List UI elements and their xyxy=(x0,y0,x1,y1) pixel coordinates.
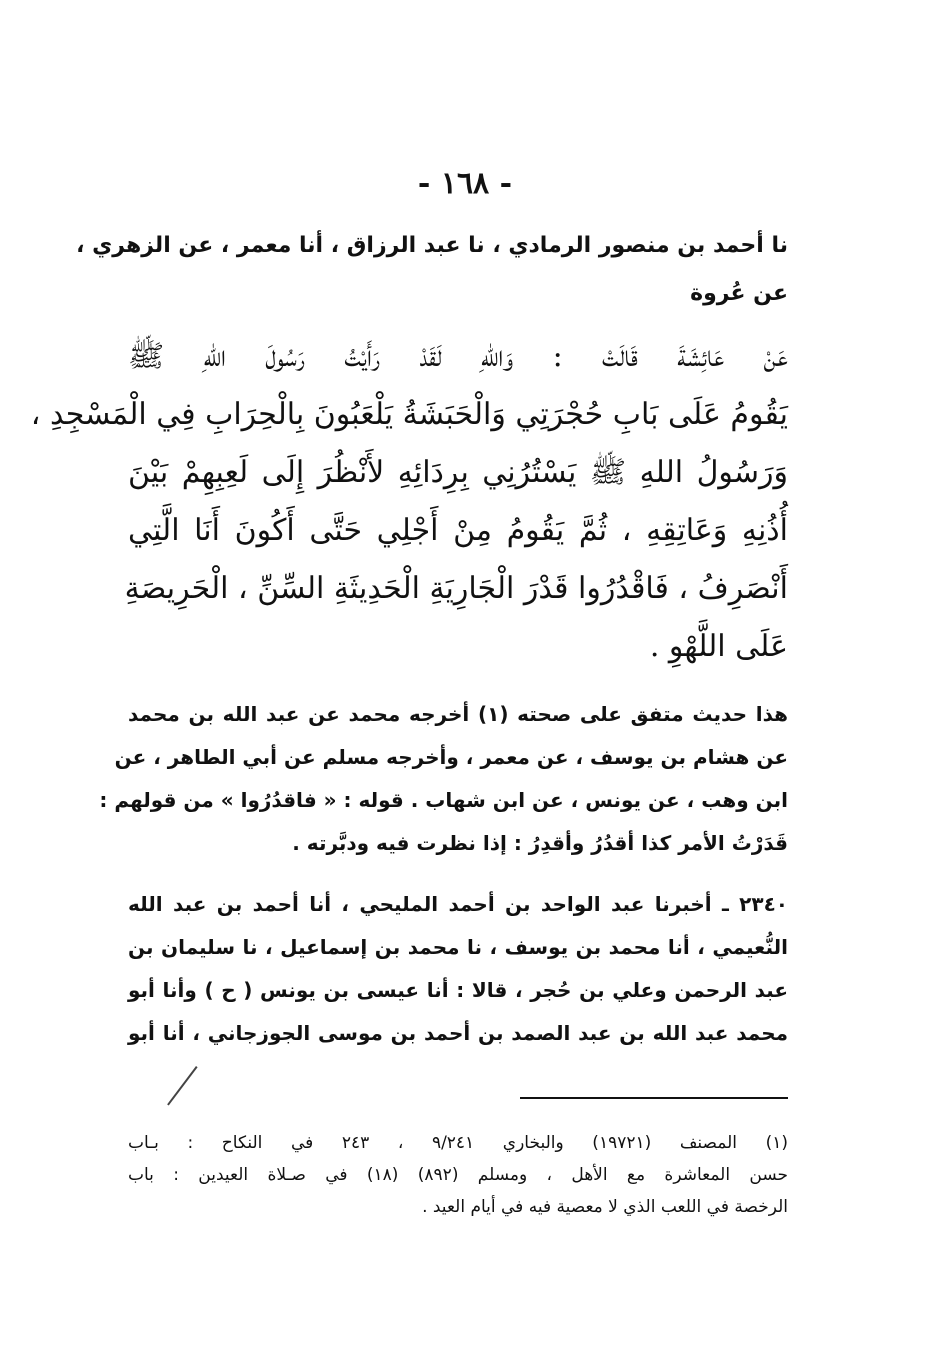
hadith-line: عَلَى اللَّهْوِ . xyxy=(649,629,788,664)
isnad-line: نا أحمد بن منصور الرمادي ، نا عبد الرزاق ، أنا معمر ، عن الزهري ، xyxy=(76,233,788,258)
chain-line: النُّعيمي ، أنا محمد بن يوسف ، نا محمد بن إسماعيل ، نا سليمان بن xyxy=(128,935,788,959)
commentary xyxy=(99,693,788,865)
footnote-separator xyxy=(520,1097,788,1099)
page-number: - ١٦٨ - xyxy=(417,166,513,201)
footnote-line: الرخصة في اللعب الذي لا معصية فيه في أيام العيد . xyxy=(422,1197,788,1217)
hadith-line: أُذُنِهِ وَعَاتِقِهِ ، ثُمَّ يَقُومُ مِنْ أَجْلِي حَتَّى أَكُونَ أَنَا الَّتِي xyxy=(128,513,788,548)
isnad-chain xyxy=(76,222,788,318)
hadith-text xyxy=(30,328,788,676)
hadith-line: أَنْصَرِفُ ، فَاقْدُرُوا قَدْرَ الْجَارِيَةِ الْحَدِيثَةِ السِّنِّ ، الْحَرِيصَةِ xyxy=(124,571,788,606)
next-hadith-chain xyxy=(128,883,788,1055)
chain-line: عبد الرحمن وعلي بن حُجر ، قالا : أنا عيسى بن يونس ( ح ) وأنا أبو xyxy=(128,978,788,1002)
commentary-line: ابن وهب ، عن يونس ، عن ابن شهاب . قوله : « فاقدُرُوا » من قولهم : xyxy=(99,788,788,812)
footnote-line: حسن المعاشرة مع الأهل ، ومسلم (٨٩٢) (١٨) في صـلاة العيدين : باب xyxy=(128,1165,789,1185)
hadith-line: يَقُومُ عَلَى بَابِ حُجْرَتِي وَالْحَبَشَةُ يَلْعَبُونَ بِالْحِرَابِ فِي الْمَسْجِدِ ، xyxy=(30,397,788,432)
commentary-line: عن هشام بن يوسف ، عن معمر ، وأخرجه مسلم عن أبي الطاهر ، عن xyxy=(114,745,788,769)
commentary-line: قَدَرْتُ الأمر كذا أقدُرُ وأقدِرُ : إذا نظرت فيه ودبَّرته . xyxy=(292,831,788,855)
commentary-line: هذا حديث متفق على صحته (١) أخرجه محمد عن عبد الله بن محمد xyxy=(128,702,788,726)
footnote xyxy=(128,1127,788,1223)
hadith-line: عَنْ عَائِشَةَ قَالَتْ : وَاللهِ لَقَدْ رَأَيْتُ رَسُولَ اللهِ ﷺ xyxy=(128,339,788,374)
chain-line: محمد عبد الله بن عبد الصمد بن أحمد بن موسى الجوزجاني ، أنا أبو xyxy=(128,1021,788,1045)
stray-pen-mark xyxy=(167,1066,197,1106)
footnote-line: (١) المصنف (١٩٧٢١) والبخاري ٩/٢٤١ ، ٢٤٣ في النكاح : بـاب xyxy=(128,1133,789,1153)
hadith-line: وَرَسُولُ اللهِ ﷺ يَسْتُرُنِي بِرِدَائِهِ لأَنْظُرَ إِلَى لَعِبِهِمْ بَيْنَ xyxy=(128,455,788,490)
isnad-line: عن عُروة xyxy=(690,281,788,306)
chain-line: ٢٣٤٠ ـ أخبرنا عبد الواحد بن أحمد المليحي ، أنا أحمد بن عبد الله xyxy=(128,892,788,916)
